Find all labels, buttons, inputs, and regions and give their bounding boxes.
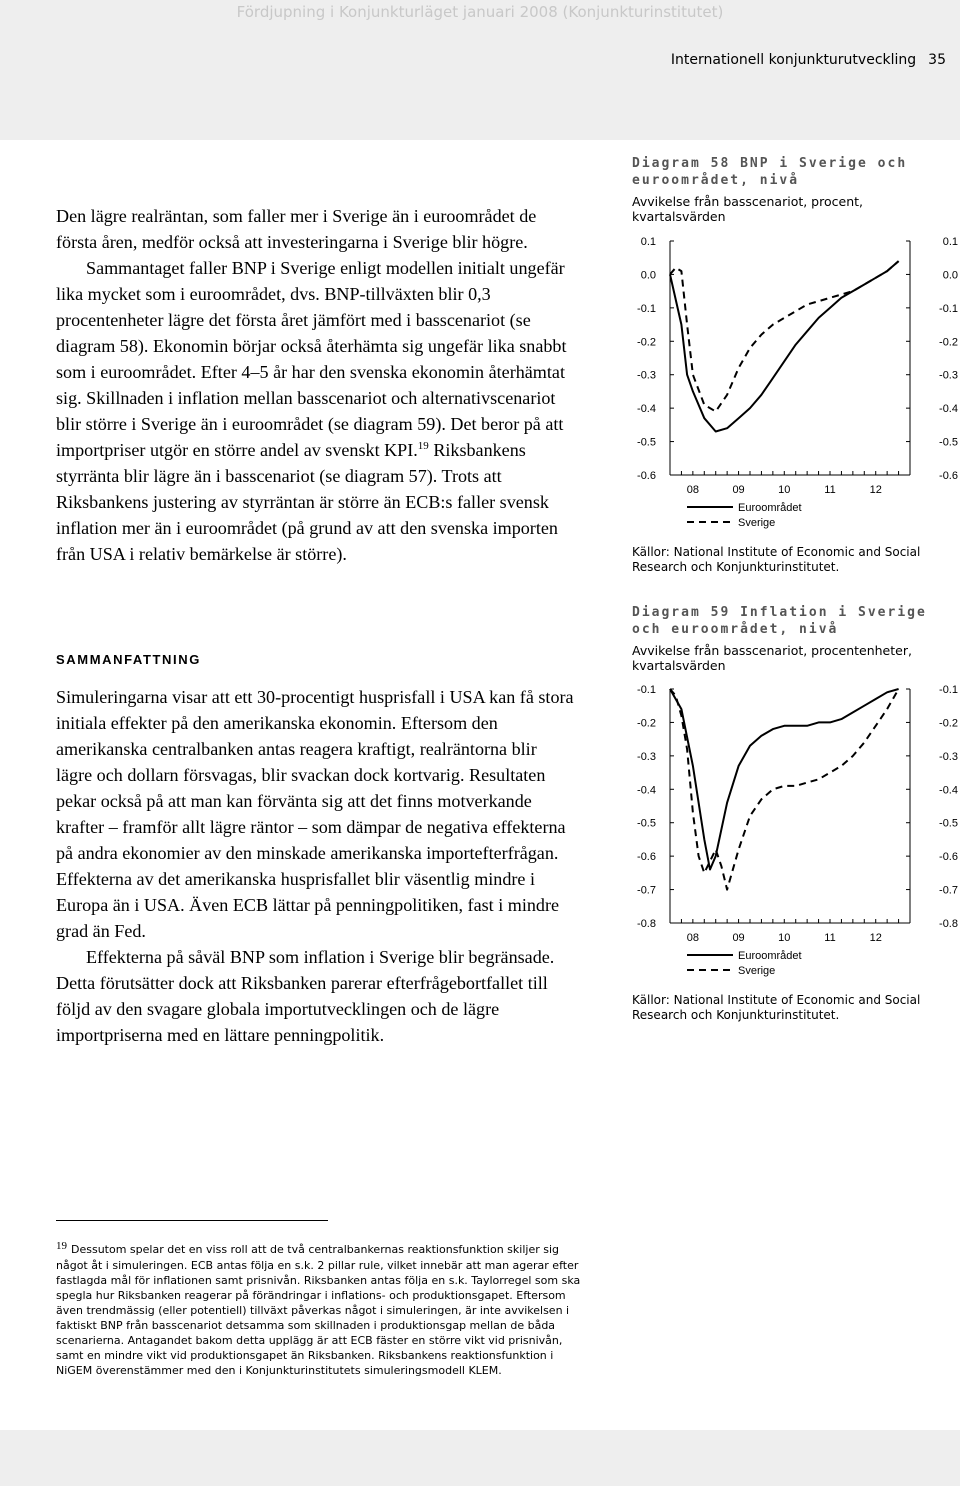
y-tick-label-left: 0.0: [640, 269, 656, 282]
y-tick-label-left: -0.5: [637, 817, 656, 830]
diagram-58-source: Källor: National Institute of Economic and Social Research och Konjunkturinstitutet.: [632, 545, 921, 574]
y-tick-label-left: -0.5: [637, 436, 656, 449]
x-tick-label: 08: [686, 484, 699, 496]
y-tick-label-left: -0.1: [637, 684, 656, 696]
x-tick-label: 12: [869, 932, 882, 944]
footnote: [56, 1242, 586, 1378]
main-text-upper: [56, 203, 576, 567]
y-tick-label-right: -0.6: [939, 470, 958, 482]
section-heading: SAMMANFATTNING: [56, 652, 201, 667]
y-tick-label-right: -0.4: [939, 784, 958, 797]
y-tick-label-right: -0.1: [939, 302, 958, 315]
series-line-euroomr-det: [670, 261, 899, 431]
diagram-58-chart: [620, 228, 960, 533]
y-tick-label-right: -0.3: [939, 369, 958, 382]
y-tick-label-right: -0.5: [939, 436, 958, 449]
diagram-58-title: Diagram 58 BNP i Sverige och euroområdet, nivå: [632, 156, 908, 188]
legend-label: Euroområdet: [738, 502, 802, 514]
paragraph-2-a: Sammantaget faller BNP i Sverige enligt modellen initialt ungefär lika mycket som i euroområdet, dvs. BNP-tillväxten blir 0,3 procentenheter lägre det första året jämfört med i basscenariot (se diagram 58). Ekonomin börjar också återhämta sig ungefär lika snabbt som i euroområdet. Efter 4–5 år har den svenska ekonomin återhämtat sig. Skillnaden i inflation mellan basscenariot och alternativscenariot blir större i Sverige än i euroområdet (se diagram 59). Det beror på att importpriser utgör en större andel av svenskt KPI.: [56, 258, 567, 460]
x-tick-label: 09: [732, 932, 745, 944]
y-tick-label-right: -0.8: [939, 918, 958, 930]
diagram-59-source: Källor: National Institute of Economic and Social Research och Konjunkturinstitutet.: [632, 993, 921, 1022]
paragraph-1: Den lägre realräntan, som faller mer i Sverige än i euroområdet de första åren, medför också att investeringarna i Sverige blir högre.: [56, 206, 537, 252]
legend-label: Euroområdet: [738, 950, 802, 962]
y-tick-label-right: -0.5: [939, 817, 958, 830]
y-tick-label-left: -0.7: [637, 884, 656, 897]
y-tick-label-left: -0.4: [637, 784, 656, 797]
y-tick-label-left: -0.2: [637, 717, 656, 730]
y-tick-label-right: -0.1: [939, 684, 958, 696]
y-tick-label-left: -0.3: [637, 369, 656, 382]
y-tick-label-left: -0.4: [637, 403, 656, 416]
document-title: Fördjupning i Konjunkturläget januari 2008 (Konjunkturinstitutet): [236, 3, 724, 21]
x-tick-label: 11: [824, 932, 836, 944]
x-tick-label: 08: [686, 932, 699, 944]
diagram-59-subtitle: Avvikelse från basscenariot, procentenheter, kvartalsvärden: [632, 643, 912, 673]
x-tick-label: 10: [778, 484, 791, 496]
y-tick-label-left: -0.1: [637, 302, 656, 315]
paragraph-4: Effekterna på såväl BNP som inflation i Sverige blir begränsade. Detta förutsätter dock att Riksbanken parerar efterfrågebortfallet till följd av den svagare globala importutvecklingen och de lägre importpriserna med en lättare penningpolitik.: [56, 947, 555, 1045]
x-tick-label: 12: [869, 484, 882, 496]
main-text-lower: [56, 684, 576, 1048]
header-band: [0, 0, 960, 140]
diagram-58-subtitle: Avvikelse från basscenariot, procent, kvartalsvärden: [632, 194, 863, 224]
footnote-rule: [56, 1220, 328, 1221]
diagram-58-svg: [620, 228, 960, 533]
section-title: Internationell konjunkturutveckling: [670, 52, 917, 68]
y-tick-label-right: 0.0: [942, 269, 958, 282]
y-tick-label-right: -0.4: [939, 403, 958, 416]
paragraph-2-b: Riksbankens styrränta blir lägre än i basscenariot (se diagram 57). Trots att Riksbankens justering av styrräntan är större än ECB:s faller svensk inflation mer än i euroområdet (på grund av att den svenska importen från USA i relativ bemärkelse är större).: [56, 440, 558, 564]
diagram-59-svg: [620, 676, 960, 981]
y-tick-label-right: -0.3: [939, 750, 958, 763]
y-tick-label-right: -0.2: [939, 336, 958, 349]
footnote-text: Dessutom spelar det en viss roll att de två centralbankernas reaktionsfunktion skiljer sig något åt i simuleringen. ECB antas följa en s.k. 2 pillar rule, vilket innebär att man agerar efter fastlagda mål för inflationen samt prisnivån. Riksbanken antas följa en s.k. Taylorregel som ska spegla hur Riksbanken reagerar på förändringar i inflations- och produktionsgapet. Eftersom även trendmässig (eller potentiell) tillväxt påverkas något i simuleringen, är inte avvikelsen i faktiskt BNP från basscenariot detsamma som skillnaden i produktionsgap mellan de båda scenarierna. Antagandet bakom detta upplägg är att ECB fäster en större vikt vid prisnivån, samt en mindre vikt vid produktionsgapet än Riksbanken. Riksbankens reaktionsfunktion i NiGEM överenstämmer med den i Konjunkturinstitutets simuleringsmodell KLEM.: [56, 1243, 581, 1377]
y-tick-label-right: -0.6: [939, 851, 958, 864]
diagram-59-title: Diagram 59 Inflation i Sverige och euroområdet, nivå: [632, 605, 927, 637]
series-line-euroomr-det: [670, 689, 899, 870]
y-tick-label-left: -0.2: [637, 336, 656, 349]
y-tick-label-left: -0.6: [637, 470, 656, 482]
series-line-sverige: [670, 689, 899, 890]
y-tick-label-right: -0.2: [939, 717, 958, 730]
footnote-number: 19: [56, 1240, 67, 1252]
y-tick-label-right: -0.7: [939, 884, 958, 897]
page-number: 35: [928, 52, 946, 68]
legend-label: Sverige: [738, 965, 776, 977]
paragraph-2: [56, 255, 576, 567]
x-tick-label: 10: [778, 932, 791, 944]
y-tick-label-left: 0.1: [640, 236, 656, 248]
diagram-59-chart: [620, 676, 960, 981]
y-tick-label-left: -0.3: [637, 750, 656, 763]
running-head: [671, 52, 946, 68]
x-tick-label: 11: [824, 484, 836, 496]
y-tick-label-right: 0.1: [942, 236, 958, 248]
paragraph-3: Simuleringarna visar att ett 30-procentigt husprisfall i USA kan få stora initiala effekter på den amerikanska ekonomin. Eftersom den amerikanska centralbanken antas reagera kraftigt, realräntorna blir lägre och dollarn försvagas, blir svackan dock kortvarig. Resultaten pekar också på att man kan förvänta sig att det finns motverkande krafter – framför allt lägre räntor – som dämpar de negativa effekterna på andra ekonomier av den minskade amerikanska importefterfrågan. Effekterna av det amerikanska husprisfallet blir väsentlig mindre i Europa än i USA. Även ECB lättar på penningpolitiken, fast i mindre grad än Fed.: [56, 687, 574, 941]
x-tick-label: 09: [732, 484, 745, 496]
y-tick-label-left: -0.6: [637, 851, 656, 864]
y-tick-label-left: -0.8: [637, 918, 656, 930]
footnote-reference[interactable]: 19: [417, 439, 429, 452]
footer-band: [0, 1430, 960, 1486]
legend-label: Sverige: [738, 517, 776, 529]
